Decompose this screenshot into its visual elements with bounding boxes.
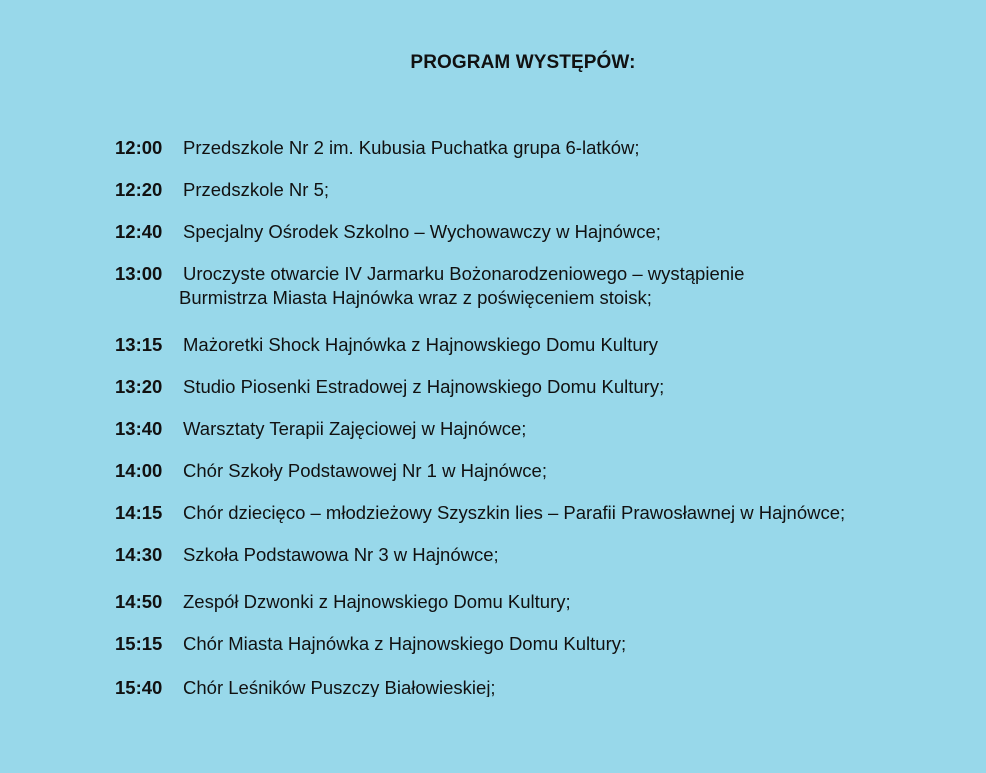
page-title: PROGRAM WYSTĘPÓW:: [410, 52, 636, 73]
schedule-description: Specjalny Ośrodek Szkolno – Wychowawczy w Hajnówce;: [183, 221, 661, 242]
schedule-item: [115, 375, 664, 399]
schedule-description: Studio Piosenki Estradowej z Hajnowskiego Domu Kultury;: [183, 376, 665, 397]
schedule-list: [115, 0, 975, 697]
schedule-item: [115, 136, 640, 160]
schedule-item: [115, 501, 845, 525]
schedule-description: Warsztaty Terapii Zajęciowej w Hajnówce;: [183, 418, 527, 439]
schedule-description: Chór Leśników Puszczy Białowieskiej;: [183, 677, 496, 697]
schedule-item: [115, 262, 744, 310]
schedule-description: Uroczyste otwarcie IV Jarmarku Bożonarodzeniowego – wystąpienie: [183, 263, 745, 284]
schedule-description: Przedszkole Nr 5;: [183, 179, 329, 200]
schedule-time: 15:15: [115, 633, 163, 654]
schedule-time: 12:00: [115, 137, 163, 158]
schedule-item: [115, 590, 571, 614]
schedule-time: 14:00: [115, 460, 163, 481]
schedule-item: [115, 417, 526, 441]
schedule-description: Mażoretki Shock Hajnówka z Hajnowskiego Domu Kultury: [183, 334, 659, 355]
schedule-time: 12:40: [115, 221, 163, 242]
schedule-description: Chór dziecięco – młodzieżowy Szyszkin lies – Parafii Prawosławnej w Hajnówce;: [183, 502, 846, 523]
schedule-time: 14:50: [115, 591, 163, 612]
schedule-item: [115, 676, 496, 697]
schedule-item: [115, 220, 661, 244]
schedule-description: Przedszkole Nr 2 im. Kubusia Puchatka grupa 6-latków;: [183, 137, 640, 158]
schedule-time: 13:15: [115, 334, 163, 355]
schedule-item: [115, 543, 499, 567]
schedule-time: 14:15: [115, 502, 163, 523]
schedule-time: 15:40: [115, 677, 163, 697]
schedule-description: Szkoła Podstawowa Nr 3 w Hajnówce;: [183, 544, 499, 565]
schedule-description: Chór Miasta Hajnówka z Hajnowskiego Domu Kultury;: [183, 633, 627, 654]
schedule-time: 12:20: [115, 179, 163, 200]
schedule-description: Zespół Dzwonki z Hajnowskiego Domu Kultury;: [183, 591, 571, 612]
schedule-item: [115, 632, 626, 656]
schedule-item: [115, 333, 658, 357]
schedule-time: 14:30: [115, 544, 163, 565]
schedule-time: 13:20: [115, 376, 163, 397]
schedule-description: Chór Szkoły Podstawowej Nr 1 w Hajnówce;: [183, 460, 547, 481]
schedule-description-continued: Burmistrza Miasta Hajnówka wraz z poświęceniem stoisk;: [179, 287, 652, 308]
schedule-time: 13:40: [115, 418, 163, 439]
schedule-time: 13:00: [115, 263, 163, 284]
schedule-item: [115, 178, 329, 202]
schedule-item: [115, 459, 547, 483]
